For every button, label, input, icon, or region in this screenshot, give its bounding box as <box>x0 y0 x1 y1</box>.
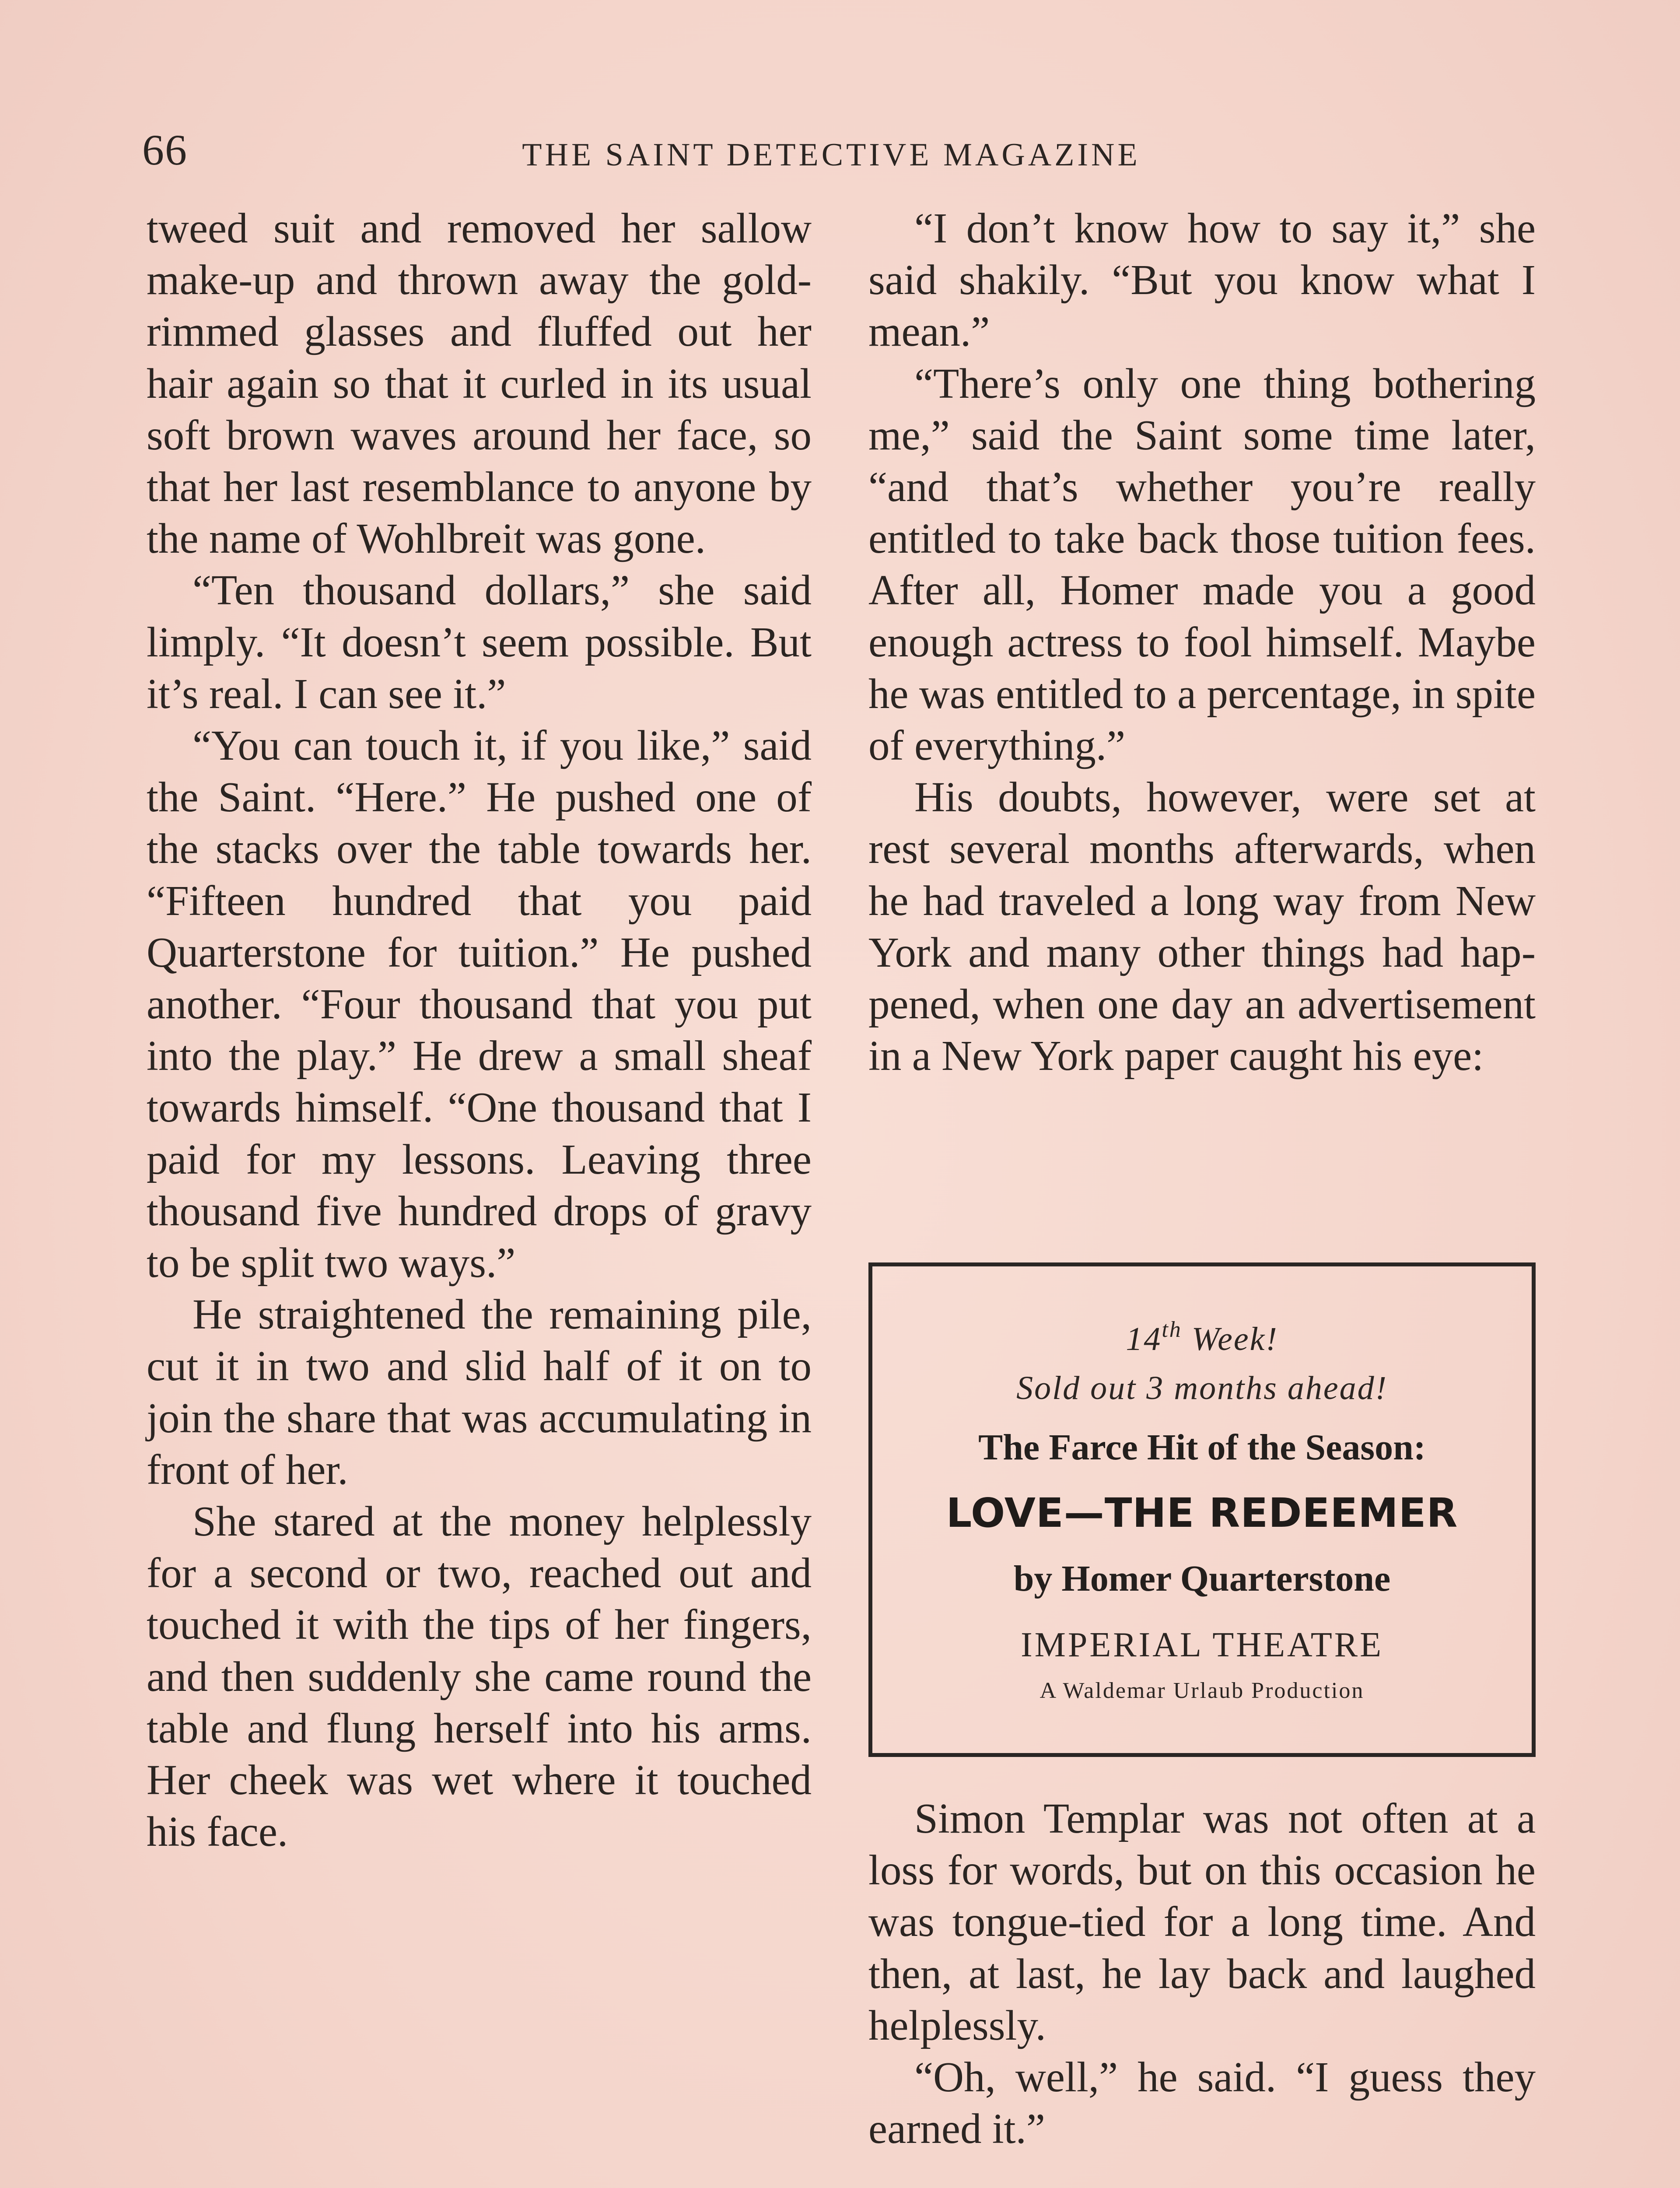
theatre-advertisement <box>868 1262 1536 1757</box>
paragraph: “Oh, well,” he said. “I guess they earned it.” <box>868 2054 1536 2153</box>
ad-sold-out: Sold out 3 months ahead! <box>1016 1370 1388 1406</box>
right-column-continued <box>868 1793 1536 2155</box>
ad-theatre: IMPERIAL THEATRE <box>1021 1626 1383 1664</box>
ad-week-number: 14 <box>1126 1321 1162 1357</box>
paragraph: He straightened the remaining pile, cut it in two and slid half of it on to join the share that was accumulating in front of her. <box>147 1291 812 1493</box>
paragraph: “Ten thousand dollars,” she said limply. “It doesn’t seem possible. But it’s real. I can see it.” <box>147 567 812 717</box>
ad-week-word: Week! <box>1182 1321 1278 1357</box>
paragraph: “There’s only one thing bothering me,” said the Saint some time later, “and that’s whether you’re really entitled to take back those tuition fees. After all, Homer made you a good enough actress to fool himself. Maybe he was entitled to a percentage, in spite of everything.” <box>868 360 1536 769</box>
ad-production: A Waldemar Urlaub Production <box>1040 1678 1365 1703</box>
ad-tagline: The Farce Hit of the Season: <box>978 1427 1426 1468</box>
ad-author: by Homer Quarterstone <box>1013 1558 1391 1599</box>
paragraph: She stared at the money helplessly for a second or two, reached out and touched it with the tips of her fingers, and then suddenly she came round the table and flung herself into his arms. Her cheek was wet where it touched his face. <box>147 1498 812 1855</box>
paragraph: “You can touch it, if you like,” said the Saint. “Here.” He pushed one of the stacks over the table towards her. “Fifteen hundred that you paid Quarterstone for tuition.” He pushed another. “Four thousand that you put into the play.” He drew a small sheaf towards himself. “One thousand that I paid for my lessons. Leaving three thousand five hundred drops of gravy to be split two ways.” <box>147 722 812 1287</box>
paragraph: tweed suit and removed her sallow make-up and thrown away the gold-rimmed glasses and fluffed out her hair again so that it curled in its usual soft brown waves around her face, so that her last resemblance to anyone by the name of Wohlbreit was gone. <box>147 205 812 562</box>
ad-week-line <box>872 1317 1532 1358</box>
paragraph: His doubts, however, were set at rest several months afterwards, when he had traveled a long way from New York and many other things had happened, when one day an advertisement in a New York paper caught his eye: <box>868 774 1536 1080</box>
left-column <box>147 203 812 1858</box>
paragraph: “I don’t know how to say it,” she said shakily. “But you know what I mean.” <box>868 205 1536 355</box>
ad-play-title: LOVE—THE REDEEMER <box>946 1490 1458 1536</box>
ad-week-suffix: th <box>1162 1317 1182 1342</box>
paragraph: Simon Templar was not often at a loss for words, but on this occasion he was tongue-tied for a long time. And then, at last, he lay back and laughed helplessly. <box>868 1795 1536 2049</box>
running-title: THE SAINT DETECTIVE MAGAZINE <box>522 137 1141 173</box>
page-number: 66 <box>142 126 188 174</box>
right-column <box>868 203 1536 1082</box>
